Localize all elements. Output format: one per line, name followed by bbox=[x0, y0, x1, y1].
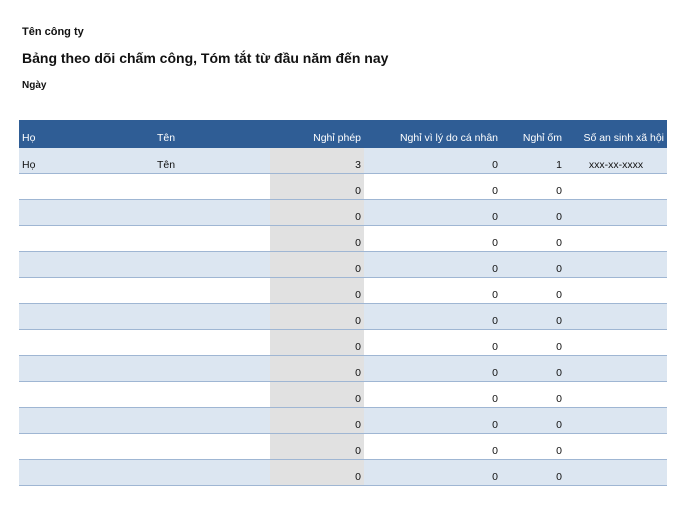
cell-personal[interactable]: 0 bbox=[364, 251, 501, 277]
table-row bbox=[19, 329, 667, 355]
cell-personal[interactable]: 0 bbox=[364, 407, 501, 433]
cell-ssn[interactable] bbox=[565, 433, 667, 459]
table-row bbox=[19, 433, 667, 459]
cell-ssn[interactable] bbox=[565, 459, 667, 485]
table-body bbox=[19, 147, 667, 485]
table-header-row bbox=[19, 120, 667, 147]
cell-last-name[interactable] bbox=[19, 277, 154, 303]
table-row bbox=[19, 303, 667, 329]
cell-vacation[interactable]: 3 bbox=[270, 147, 364, 173]
cell-personal[interactable]: 0 bbox=[364, 173, 501, 199]
cell-last-name[interactable] bbox=[19, 381, 154, 407]
cell-sick[interactable]: 0 bbox=[501, 303, 565, 329]
cell-first-name[interactable] bbox=[154, 459, 270, 485]
date-label: Ngày bbox=[22, 80, 47, 91]
cell-ssn[interactable] bbox=[565, 225, 667, 251]
cell-sick[interactable]: 0 bbox=[501, 433, 565, 459]
cell-vacation[interactable]: 0 bbox=[270, 173, 364, 199]
col-header-personal[interactable]: Nghỉ vì lý do cá nhân bbox=[364, 120, 501, 147]
cell-personal[interactable]: 0 bbox=[364, 147, 501, 173]
cell-personal[interactable]: 0 bbox=[364, 303, 501, 329]
cell-vacation[interactable]: 0 bbox=[270, 277, 364, 303]
cell-last-name[interactable] bbox=[19, 251, 154, 277]
cell-vacation[interactable]: 0 bbox=[270, 459, 364, 485]
cell-last-name[interactable] bbox=[19, 225, 154, 251]
cell-sick[interactable]: 0 bbox=[501, 251, 565, 277]
cell-first-name[interactable] bbox=[154, 225, 270, 251]
cell-sick[interactable]: 0 bbox=[501, 381, 565, 407]
cell-last-name[interactable] bbox=[19, 433, 154, 459]
table-row bbox=[19, 277, 667, 303]
cell-first-name[interactable] bbox=[154, 277, 270, 303]
company-name: Tên công ty bbox=[22, 26, 84, 38]
cell-sick[interactable]: 0 bbox=[501, 459, 565, 485]
cell-personal[interactable]: 0 bbox=[364, 199, 501, 225]
attendance-table bbox=[19, 120, 667, 486]
cell-first-name[interactable]: Tên bbox=[154, 147, 270, 173]
cell-first-name[interactable] bbox=[154, 329, 270, 355]
table-row bbox=[19, 173, 667, 199]
cell-ssn[interactable] bbox=[565, 329, 667, 355]
col-header-last-name[interactable]: Họ bbox=[19, 120, 154, 147]
cell-ssn[interactable] bbox=[565, 173, 667, 199]
cell-vacation[interactable]: 0 bbox=[270, 381, 364, 407]
cell-first-name[interactable] bbox=[154, 199, 270, 225]
table-row bbox=[19, 407, 667, 433]
cell-ssn[interactable] bbox=[565, 381, 667, 407]
cell-personal[interactable]: 0 bbox=[364, 433, 501, 459]
table-row bbox=[19, 459, 667, 485]
cell-ssn[interactable] bbox=[565, 407, 667, 433]
cell-last-name[interactable] bbox=[19, 329, 154, 355]
col-header-vacation[interactable]: Nghỉ phép bbox=[270, 120, 364, 147]
cell-personal[interactable]: 0 bbox=[364, 225, 501, 251]
cell-sick[interactable]: 0 bbox=[501, 225, 565, 251]
cell-first-name[interactable] bbox=[154, 407, 270, 433]
cell-vacation[interactable]: 0 bbox=[270, 251, 364, 277]
cell-sick[interactable]: 1 bbox=[501, 147, 565, 173]
cell-sick[interactable]: 0 bbox=[501, 355, 565, 381]
table-row bbox=[19, 355, 667, 381]
table-row bbox=[19, 225, 667, 251]
col-header-sick[interactable]: Nghỉ ốm bbox=[501, 120, 565, 147]
cell-ssn[interactable] bbox=[565, 355, 667, 381]
cell-first-name[interactable] bbox=[154, 251, 270, 277]
cell-vacation[interactable]: 0 bbox=[270, 225, 364, 251]
cell-last-name[interactable] bbox=[19, 407, 154, 433]
cell-last-name[interactable] bbox=[19, 173, 154, 199]
cell-first-name[interactable] bbox=[154, 433, 270, 459]
cell-personal[interactable]: 0 bbox=[364, 329, 501, 355]
cell-last-name[interactable] bbox=[19, 303, 154, 329]
cell-last-name[interactable] bbox=[19, 459, 154, 485]
cell-sick[interactable]: 0 bbox=[501, 199, 565, 225]
cell-personal[interactable]: 0 bbox=[364, 381, 501, 407]
page-title: Bảng theo dõi chấm công, Tóm tắt từ đầu năm đến nay bbox=[22, 50, 389, 66]
table-row bbox=[19, 199, 667, 225]
col-header-first-name[interactable]: Tên bbox=[154, 120, 270, 147]
cell-personal[interactable]: 0 bbox=[364, 355, 501, 381]
cell-ssn[interactable] bbox=[565, 199, 667, 225]
cell-sick[interactable]: 0 bbox=[501, 173, 565, 199]
cell-sick[interactable]: 0 bbox=[501, 277, 565, 303]
cell-vacation[interactable]: 0 bbox=[270, 433, 364, 459]
cell-vacation[interactable]: 0 bbox=[270, 303, 364, 329]
cell-sick[interactable]: 0 bbox=[501, 407, 565, 433]
cell-last-name[interactable] bbox=[19, 199, 154, 225]
cell-first-name[interactable] bbox=[154, 173, 270, 199]
cell-personal[interactable]: 0 bbox=[364, 459, 501, 485]
cell-vacation[interactable]: 0 bbox=[270, 407, 364, 433]
cell-personal[interactable]: 0 bbox=[364, 277, 501, 303]
cell-vacation[interactable]: 0 bbox=[270, 199, 364, 225]
cell-ssn[interactable] bbox=[565, 277, 667, 303]
cell-ssn[interactable]: xxx-xx-xxxx bbox=[565, 147, 667, 173]
cell-vacation[interactable]: 0 bbox=[270, 329, 364, 355]
cell-vacation[interactable]: 0 bbox=[270, 355, 364, 381]
table-row bbox=[19, 147, 667, 173]
cell-first-name[interactable] bbox=[154, 303, 270, 329]
cell-sick[interactable]: 0 bbox=[501, 329, 565, 355]
cell-first-name[interactable] bbox=[154, 355, 270, 381]
cell-last-name[interactable] bbox=[19, 355, 154, 381]
cell-last-name[interactable]: Họ bbox=[19, 147, 154, 173]
table-row bbox=[19, 251, 667, 277]
col-header-ssn[interactable]: Số an sinh xã hội bbox=[565, 120, 667, 147]
cell-ssn[interactable] bbox=[565, 303, 667, 329]
cell-first-name[interactable] bbox=[154, 381, 270, 407]
table-row bbox=[19, 381, 667, 407]
cell-ssn[interactable] bbox=[565, 251, 667, 277]
